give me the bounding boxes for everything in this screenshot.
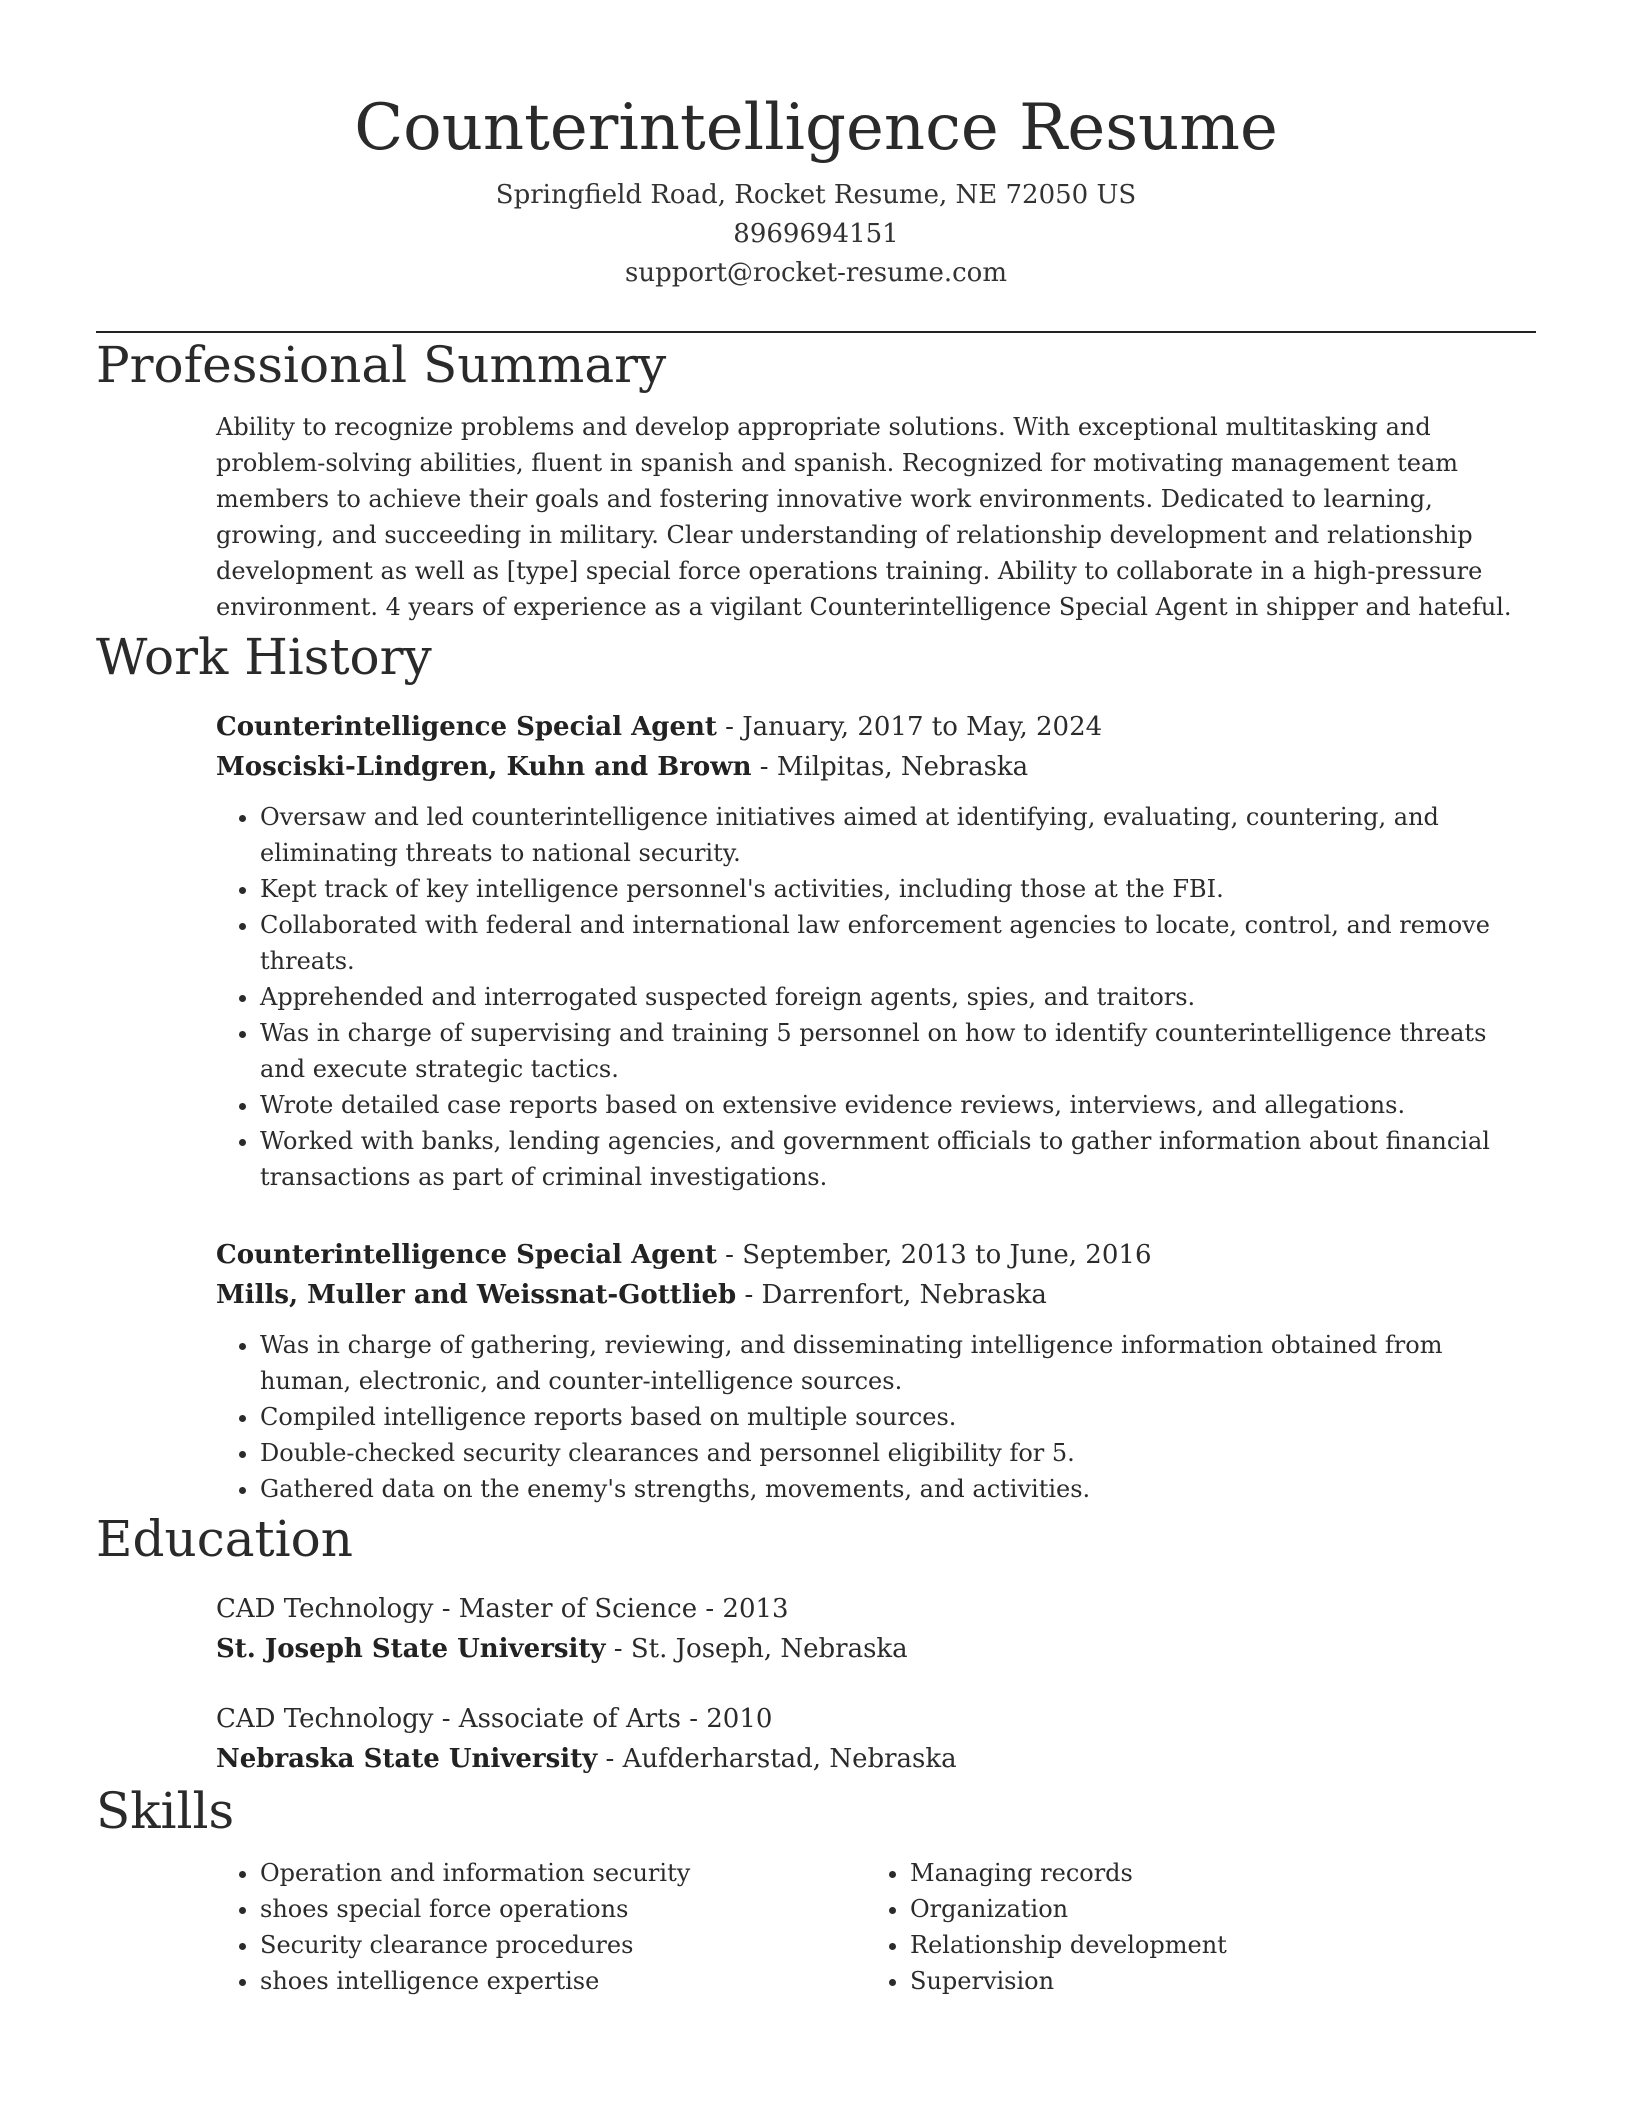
- list-item: • Kept track of key intelligence personnel's activities, including those at the FBI.: [260, 871, 1528, 907]
- list-item: • Managing records: [910, 1855, 1516, 1891]
- work-history-section: [216, 707, 1528, 1507]
- resume-header: [96, 0, 1536, 293]
- education-school: St. Joseph State University: [216, 1634, 606, 1664]
- list-item: • Apprehended and interrogated suspected foreign agents, spies, and traitors.: [260, 979, 1528, 1015]
- skills-grid: [216, 1855, 1528, 1999]
- education-location: - Aufderharstad, Nebraska: [597, 1744, 957, 1774]
- list-item: • Wrote detailed case reports based on extensive evidence reviews, interviews, and allegations.: [260, 1087, 1528, 1123]
- contact-address: Springfield Road, Rocket Resume, NE 72050 US: [495, 180, 1137, 210]
- contact-block: [96, 176, 1536, 293]
- job-entry: [216, 707, 1528, 1195]
- education-heading: Education: [96, 1510, 353, 1568]
- education-school-line: [216, 1629, 1528, 1669]
- list-item: • Gathered data on the enemy's strengths, movements, and activities.: [260, 1471, 1528, 1507]
- list-item: • Oversaw and led counterintelligence initiatives aimed at identifying, evaluating, countering, and eliminating threats to national security.: [260, 799, 1528, 871]
- education-school-line: [216, 1739, 1528, 1779]
- education-entry: [216, 1589, 1528, 1669]
- resume-page: [96, 0, 1536, 1999]
- job-position: Counterintelligence Special Agent: [216, 1240, 717, 1270]
- job-location: - Darrenfort, Nebraska: [736, 1280, 1047, 1310]
- skills-column-left: [216, 1855, 866, 1999]
- job-position: Counterintelligence Special Agent: [216, 712, 717, 742]
- job-location: - Milpitas, Nebraska: [751, 752, 1029, 782]
- education-degree: CAD Technology - Master of Science - 2013: [216, 1594, 789, 1624]
- contact-email: support@rocket-resume.com: [624, 258, 1007, 288]
- summary-heading: Professional Summary: [96, 336, 667, 394]
- job-company-line: [216, 1275, 1528, 1315]
- list-item: • Double-checked security clearances and personnel eligibility for 5.: [260, 1435, 1528, 1471]
- skills-column-right: [866, 1855, 1516, 1999]
- list-item: • shoes intelligence expertise: [260, 1963, 866, 1999]
- skills-section: [216, 1855, 1528, 1999]
- job-title-line: [216, 707, 1528, 747]
- contact-phone: 8969694151: [733, 219, 899, 249]
- list-item: • Operation and information security: [260, 1855, 866, 1891]
- job-company-line: [216, 747, 1528, 787]
- list-item: • Compiled intelligence reports based on multiple sources.: [260, 1399, 1528, 1435]
- job-company: Mills, Muller and Weissnat-Gottlieb: [216, 1280, 737, 1310]
- education-degree: CAD Technology - Associate of Arts - 2010: [216, 1704, 773, 1734]
- list-item: • Worked with banks, lending agencies, and government officials to gather information about financial transactions as part of criminal investigations.: [260, 1123, 1528, 1195]
- work-history-heading: Work History: [96, 628, 432, 686]
- list-item: • Security clearance procedures: [260, 1927, 866, 1963]
- education-section: [216, 1589, 1528, 1779]
- education-school: Nebraska State University: [216, 1744, 598, 1774]
- skills-heading: Skills: [96, 1782, 235, 1840]
- list-item: • Was in charge of supervising and training 5 personnel on how to identify counterintelligence threats and execute strategic tactics.: [260, 1015, 1528, 1087]
- job-bullets: [216, 1327, 1528, 1507]
- skills-list-left: [216, 1855, 866, 1999]
- summary-text: Ability to recognize problems and develop appropriate solutions. With exceptional multitasking and problem-solving abilities, fluent in spanish and spanish. Recognized for motivating management team members to achieve their goals and fostering innovative work environments. Dedicated to learning, growing, and succeeding in military. Clear understanding of relationship development and relationship development as well as [type] special force operations training. Ability to collaborate in a high-pressure environment. 4 years of experience as a vigilant Counterintelligence Special Agent in shipper and hateful.: [216, 413, 1512, 621]
- job-bullets: [216, 799, 1528, 1195]
- list-item: • Supervision: [910, 1963, 1516, 1999]
- education-location: - St. Joseph, Nebraska: [605, 1634, 908, 1664]
- job-dates: - September, 2013 to June, 2016: [716, 1240, 1152, 1270]
- skills-list-right: [866, 1855, 1516, 1999]
- job-title-line: [216, 1235, 1528, 1275]
- list-item: • Relationship development: [910, 1927, 1516, 1963]
- list-item: • Was in charge of gathering, reviewing, and disseminating intelligence information obtained from human, electronic, and counter-intelligence sources.: [260, 1327, 1528, 1399]
- job-company: Mosciski-Lindgren, Kuhn and Brown: [216, 752, 752, 782]
- education-entry: [216, 1699, 1528, 1779]
- job-dates: - January, 2017 to May, 2024: [716, 712, 1103, 742]
- summary-section: [216, 409, 1528, 625]
- resume-title: Counterintelligence Resume: [354, 91, 1278, 165]
- list-item: • Collaborated with federal and international law enforcement agencies to locate, control, and remove threats.: [260, 907, 1528, 979]
- list-item: • Organization: [910, 1891, 1516, 1927]
- list-item: • shoes special force operations: [260, 1891, 866, 1927]
- job-entry: [216, 1235, 1528, 1507]
